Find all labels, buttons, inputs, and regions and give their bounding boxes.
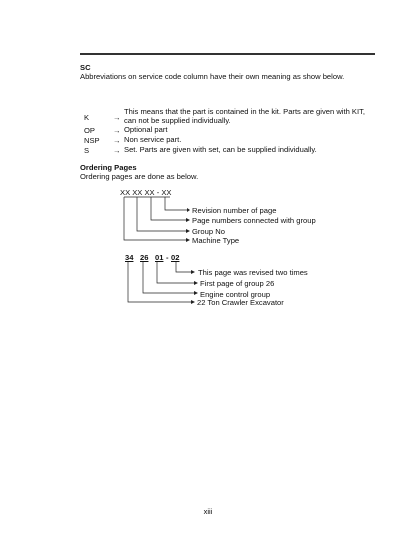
- arrow-icon: →: [113, 113, 121, 122]
- abbr-code-nsp: NSP: [84, 136, 100, 145]
- abbr-desc-k-line2: can not be supplied individually.: [124, 116, 231, 125]
- arrow-icon: →: [113, 126, 121, 135]
- pattern-label-revision: Revision number of page: [192, 206, 277, 215]
- abbr-code-op: OP: [84, 126, 95, 135]
- example-label-machine: 22 Ton Crawler Excavator: [197, 298, 284, 307]
- example-label-revision: This page was revised two times: [198, 268, 308, 277]
- abbr-desc-k-line1: This means that the part is contained in the kit. Parts are given with KIT,: [124, 107, 366, 116]
- example-label-engine-group: Engine control group: [200, 290, 271, 299]
- example-group-code: 26: [140, 253, 149, 262]
- abbr-desc-op: Optional part: [124, 125, 168, 134]
- pattern-label-page-numbers: Page numbers connected with group: [192, 216, 316, 225]
- pattern-label-machine-type: Machine Type: [192, 236, 240, 245]
- pattern-label-group-no: Group No: [192, 227, 225, 236]
- example-label-first-page: First page of group 26: [200, 279, 275, 288]
- page-number: xiii: [203, 507, 213, 516]
- ordering-heading: Ordering Pages: [80, 163, 137, 172]
- pattern-code: XX XX XX - XX: [120, 188, 172, 197]
- abbr-code-k: K: [84, 113, 90, 122]
- example-subgroup-code: 01: [155, 253, 164, 262]
- ordering-intro: Ordering pages are done as below.: [80, 172, 199, 181]
- abbr-desc-s: Set. Parts are given with set, can be supplied individually.: [124, 145, 317, 154]
- arrow-icon: →: [113, 146, 121, 155]
- abbr-desc-nsp: Non service part.: [124, 135, 182, 144]
- abbr-code-s: S: [84, 146, 90, 155]
- example-machine-code: 34: [125, 253, 134, 262]
- arrow-icon: →: [113, 136, 121, 145]
- sc-intro: Abbreviations on service code column have their own meaning as show below.: [80, 72, 345, 81]
- example-revision-code: 02: [171, 253, 180, 262]
- example-dash: -: [166, 253, 169, 262]
- sc-heading: SC: [80, 63, 91, 72]
